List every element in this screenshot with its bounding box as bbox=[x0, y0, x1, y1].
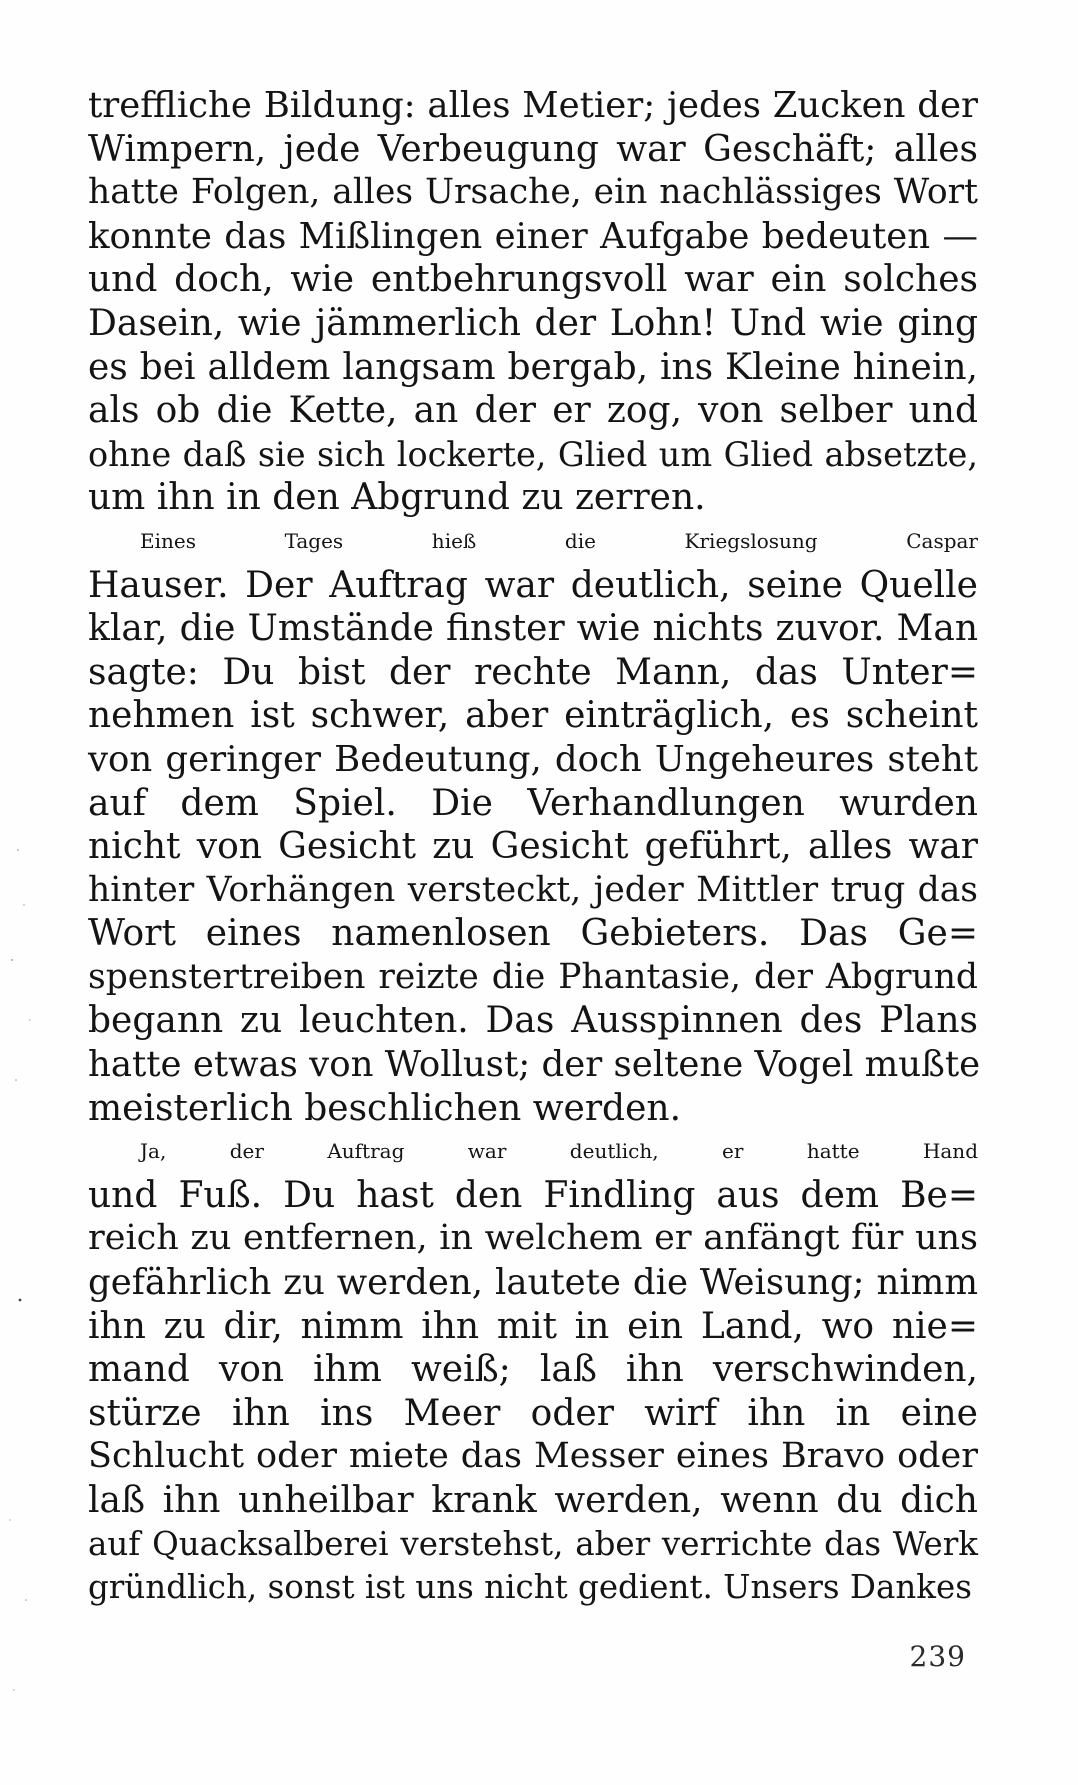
text-line: konnte das Mißlingen einer Aufgabe bedeuten — bbox=[88, 215, 978, 257]
text-line: Wimpern, jede Verbeugung war Geschäft; alles bbox=[88, 128, 978, 170]
text-line: nehmen ist schwer, aber einträglich, es scheint bbox=[88, 695, 978, 737]
text-line: sagte: Du bist der rechte Mann, das Unter= bbox=[88, 651, 978, 693]
text-line: auf dem Spiel. Die Verhandlungen wurden bbox=[88, 782, 978, 824]
text-line: auf Quacksalberei verstehst, aber verrichte das Werk bbox=[88, 1524, 978, 1563]
text-line: gründlich, sonst ist uns nicht gedient. Unsers Dankes bbox=[88, 1568, 972, 1607]
text-line: spenstertreiben reizte die Phantasie, der Abgrund bbox=[88, 956, 978, 997]
text-line: ihn zu dir, nimm ihn mit in ein Land, wo nie= bbox=[88, 1305, 978, 1347]
text-line: Ja, der Auftrag war deutlich, er hatte Hand bbox=[140, 1139, 978, 1164]
text-line: und doch, wie entbehrungsvoll war ein solches bbox=[88, 259, 978, 301]
text-line: mand von ihm weiß; laß ihn verschwinden, bbox=[88, 1349, 978, 1391]
text-line: reich zu entfernen, in welchem er anfängt für uns bbox=[88, 1218, 978, 1259]
text-line: treffliche Bildung: alles Metier; jedes Zucken der bbox=[88, 85, 978, 126]
text-line: Wort eines namenlosen Gebieters. Das Ge= bbox=[88, 913, 978, 955]
page-number: 239 bbox=[909, 1640, 966, 1673]
margin-specks bbox=[0, 0, 50, 1785]
text-line: stürze ihn ins Meer oder wirf ihn in eine bbox=[88, 1392, 978, 1434]
text-line: meisterlich beschlichen werden. bbox=[88, 1087, 682, 1129]
text-line: hatte Folgen, alles Ursache, ein nachlässiges Wort bbox=[88, 172, 978, 213]
text-line: Dasein, wie jämmerlich der Lohn! Und wie ging bbox=[88, 302, 978, 344]
text-line: nicht von Gesicht zu Gesicht geführt, alles war bbox=[88, 826, 978, 868]
text-line: hinter Vorhängen versteckt, jeder Mittler trug das bbox=[88, 869, 978, 910]
text-line: gefährlich zu werden, lautete die Weisung; nimm bbox=[88, 1262, 978, 1304]
text-line: klar, die Umstände finster wie nichts zuvor. Man bbox=[88, 608, 978, 650]
text-line: von geringer Bedeutung, doch Ungeheures steht bbox=[88, 738, 978, 780]
text-line: um ihn in den Abgrund zu zerren. bbox=[88, 477, 706, 519]
paragraph bbox=[88, 1130, 978, 1610]
body-text bbox=[88, 84, 981, 1610]
paragraph bbox=[88, 520, 981, 1130]
text-line: es bei alldem langsam bergab, ins Kleine hinein, bbox=[88, 346, 978, 388]
text-line: hatte etwas von Wollust; der seltene Vogel mußte bbox=[88, 1044, 981, 1086]
text-line: laß ihn unheilbar krank werden, wenn du dich bbox=[88, 1480, 978, 1521]
text-line: begann zu leuchten. Das Ausspinnen des Plans bbox=[88, 1000, 978, 1042]
paragraph bbox=[88, 84, 978, 520]
text-line: als ob die Kette, an der er zog, von selber und bbox=[88, 390, 978, 432]
text-line: ohne daß sie sich lockerte, Glied um Glied absetzte, bbox=[88, 434, 978, 474]
text-line: Schlucht oder miete das Messer eines Bravo oder bbox=[88, 1436, 978, 1477]
text-line: Hauser. Der Auftrag war deutlich, seine Quelle bbox=[88, 564, 978, 606]
text-line: Eines Tages hieß die Kriegslosung Caspar bbox=[140, 528, 978, 553]
text-line: und Fuß. Du hast den Findling aus dem Be= bbox=[88, 1174, 978, 1216]
